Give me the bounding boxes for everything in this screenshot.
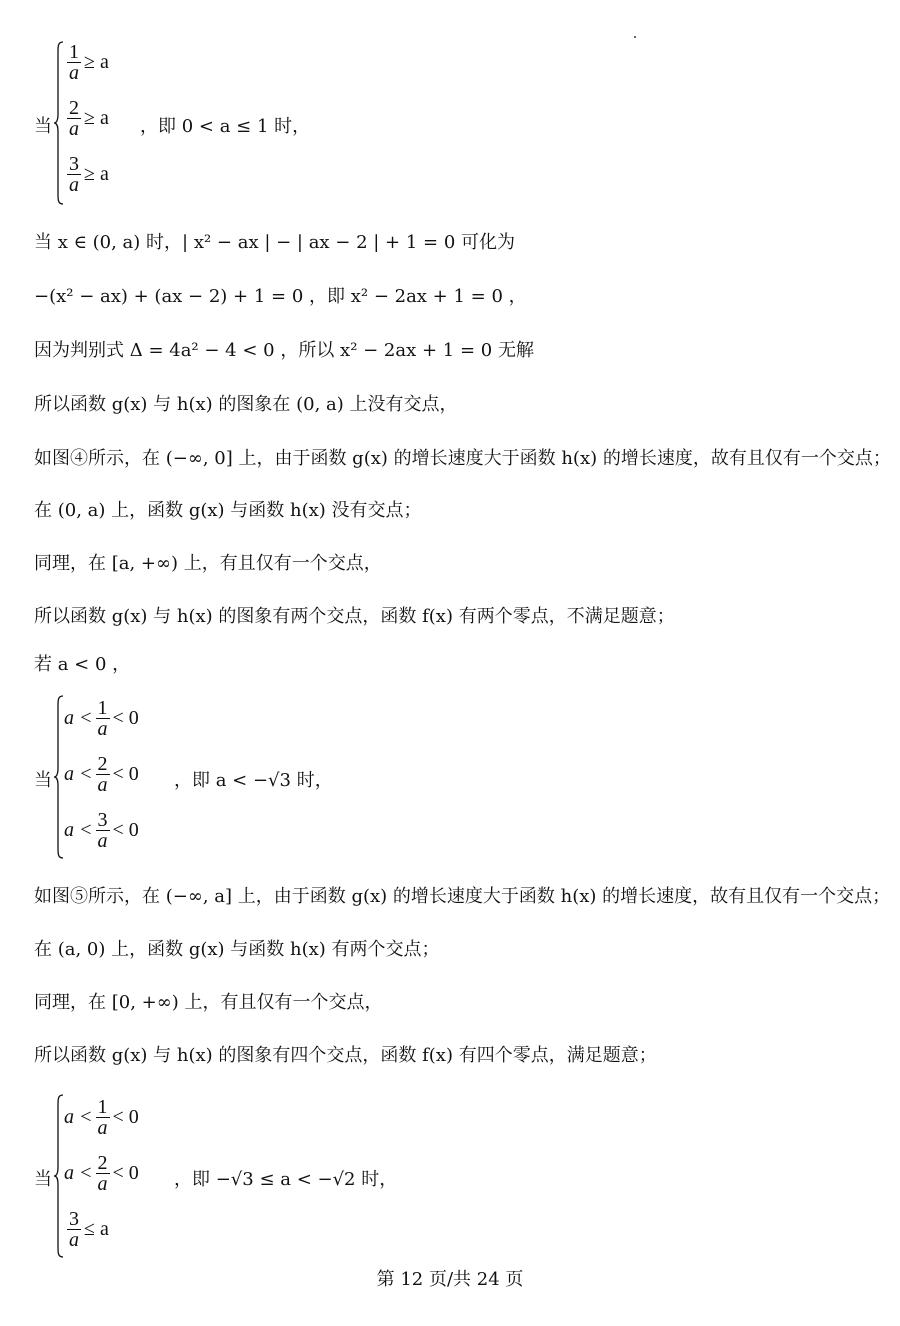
case-prefix: 当 — [34, 770, 52, 791]
fraction — [67, 98, 81, 139]
denominator: a — [97, 718, 108, 740]
case-row-1 — [64, 1097, 139, 1138]
text-line-3: 因为判别式 Δ = 4a² − 4 < 0 ，所以 x² − 2ax + 1 = 0 无解 — [34, 340, 534, 361]
scan-speck — [634, 36, 636, 38]
case-row-1 — [64, 42, 109, 83]
fraction — [96, 1097, 110, 1138]
text-line-13: 所以函数 g(x) 与 h(x) 的图象有四个交点，函数 f(x) 有四个零点，满足题意； — [34, 1045, 657, 1066]
inequality-lhs: a < — [64, 763, 93, 785]
denominator: a — [69, 174, 79, 196]
numerator: 2 — [97, 1152, 108, 1174]
fraction — [96, 810, 110, 851]
left-brace-icon — [54, 1093, 64, 1259]
case-row-3 — [64, 810, 139, 851]
denominator: a — [69, 62, 79, 84]
denominator: a — [97, 1117, 108, 1139]
text-line-5: 如图④所示，在 (−∞, 0] 上，由于函数 g(x) 的增长速度大于函数 h(x) 的增长速度，故有且仅有一个交点； — [34, 448, 891, 469]
inequality-rest: ≥ a — [84, 107, 109, 129]
text-line-2: −(x² − ax) + (ax − 2) + 1 = 0 ，即 x² − 2ax + 1 = 0 ， — [34, 286, 527, 307]
left-brace-icon — [54, 694, 64, 860]
case-conclusion: ，即 a < −√3 时， — [174, 770, 333, 791]
text-line-11: 在 (a, 0) 上，函数 g(x) 与函数 h(x) 有两个交点； — [34, 939, 440, 960]
inequality-rest: < 0 — [112, 1106, 139, 1128]
denominator: a — [69, 1229, 79, 1251]
inequality-rest: < 0 — [112, 1162, 139, 1184]
case-row-2 — [64, 98, 109, 139]
inequality-rest: ≤ a — [84, 1218, 109, 1240]
inequality-rest: < 0 — [112, 707, 139, 729]
case-system-2 — [34, 694, 434, 860]
inequality-rest: < 0 — [112, 763, 139, 785]
inequality-lhs: a < — [64, 707, 93, 729]
fraction — [96, 698, 110, 739]
text-line-8: 所以函数 g(x) 与 h(x) 的图象有两个交点，函数 f(x) 有两个零点，不满足题意； — [34, 606, 675, 627]
fraction — [67, 154, 81, 195]
numerator: 1 — [97, 697, 108, 719]
fraction — [96, 754, 110, 795]
case-prefix: 当 — [34, 1169, 52, 1190]
text-line-4: 所以函数 g(x) 与 h(x) 的图象在 (0, a) 上没有交点， — [34, 394, 458, 415]
numerator: 3 — [97, 809, 108, 831]
text-line-12: 同理，在 [0, +∞) 上，有且仅有一个交点， — [34, 992, 383, 1013]
case-row-3 — [64, 1209, 109, 1250]
numerator: 3 — [69, 1208, 79, 1230]
case-conclusion: ，即 −√3 ≤ a < −√2 时， — [174, 1169, 398, 1190]
fraction — [67, 42, 81, 83]
fraction — [67, 1209, 81, 1250]
inequality-lhs: a < — [64, 819, 93, 841]
inequality-rest: ≥ a — [84, 51, 109, 73]
case-row-2 — [64, 1153, 139, 1194]
text-line-7: 同理，在 [a, +∞) 上，有且仅有一个交点， — [34, 553, 382, 574]
numerator: 2 — [69, 97, 79, 119]
case-row-3 — [64, 154, 109, 195]
case-row-1 — [64, 698, 139, 739]
numerator: 1 — [97, 1096, 108, 1118]
text-line-10: 如图⑤所示，在 (−∞, a] 上，由于函数 g(x) 的增长速度大于函数 h(x) 的增长速度，故有且仅有一个交点； — [34, 886, 891, 907]
denominator: a — [97, 774, 108, 796]
case-prefix: 当 — [34, 116, 52, 137]
inequality-lhs: a < — [64, 1162, 93, 1184]
case-row-2 — [64, 754, 139, 795]
numerator: 3 — [69, 153, 79, 175]
denominator: a — [97, 830, 108, 852]
text-line-1: 当 x ∈ (0, a) 时，| x² − ax | − | ax − 2 | + 1 = 0 可化为 — [34, 232, 516, 253]
page-footer: 第 12 页/共 24 页 — [376, 1269, 524, 1290]
fraction — [96, 1153, 110, 1194]
inequality-rest: ≥ a — [84, 163, 109, 185]
case-system-3 — [34, 1093, 534, 1259]
numerator: 1 — [69, 41, 79, 63]
inequality-lhs: a < — [64, 1106, 93, 1128]
text-line-6: 在 (0, a) 上，函数 g(x) 与函数 h(x) 没有交点； — [34, 500, 422, 521]
denominator: a — [97, 1173, 108, 1195]
case-system-1 — [34, 40, 434, 206]
inequality-rest: < 0 — [112, 819, 139, 841]
numerator: 2 — [97, 753, 108, 775]
left-brace-icon — [54, 40, 64, 206]
text-line-9: 若 a < 0 ， — [34, 654, 131, 675]
case-conclusion: ，即 0 < a ≤ 1 时， — [140, 116, 311, 137]
denominator: a — [69, 118, 79, 140]
